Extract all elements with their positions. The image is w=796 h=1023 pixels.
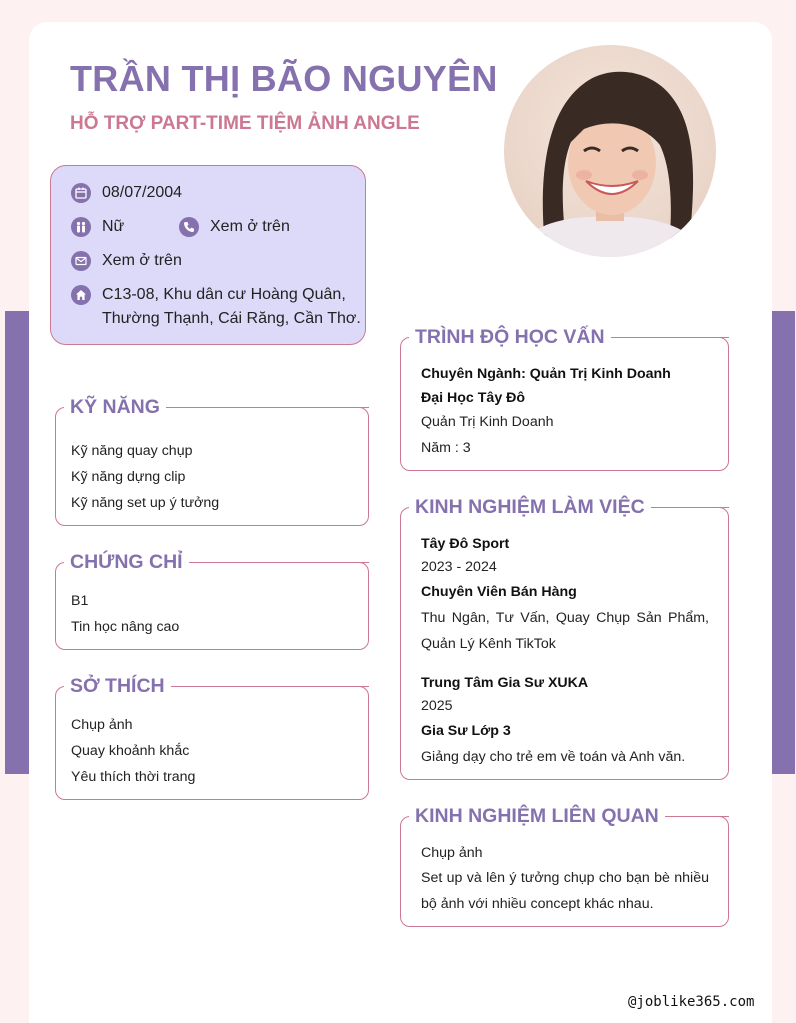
skill-item: Kỹ năng quay chụp bbox=[71, 443, 193, 459]
calendar-icon bbox=[71, 183, 91, 203]
candidate-name: TRẦN THỊ BÃO NGUYÊN bbox=[70, 58, 498, 99]
certificate-item: Tin học nâng cao bbox=[71, 619, 180, 635]
home-icon bbox=[71, 285, 91, 305]
education-title-wrap bbox=[409, 325, 611, 349]
job-company: Tây Đô Sport bbox=[421, 536, 510, 552]
education-year: Năm : 3 bbox=[421, 440, 471, 456]
job-period: 2023 - 2024 bbox=[421, 559, 497, 575]
job-company: Trung Tâm Gia Sư XUKA bbox=[421, 675, 589, 691]
hobbies-header-line bbox=[176, 686, 369, 687]
skill-item: Kỹ năng dựng clip bbox=[71, 469, 186, 485]
gender-value: Nữ bbox=[102, 218, 125, 235]
hobby-item: Yêu thích thời trang bbox=[71, 769, 196, 785]
contact-phone bbox=[179, 215, 290, 239]
candidate-role: HỖ TRỢ PART-TIME TIỆM ẢNH ANGLE bbox=[70, 113, 420, 134]
education-header-line bbox=[612, 337, 729, 338]
phone-value: Xem ở trên bbox=[210, 218, 290, 235]
mail-icon bbox=[71, 251, 91, 271]
address-line-2: Thường Thạnh, Cái Răng, Cần Thơ. bbox=[102, 310, 361, 327]
job-position: Gia Sư Lớp 3 bbox=[421, 723, 511, 739]
birthday-value: 08/07/2004 bbox=[102, 184, 183, 201]
job-description-line: Thu Ngân, Tư Vấn, Quay Chụp Sản Phẩm, bbox=[421, 610, 709, 626]
related-header-line bbox=[665, 816, 729, 817]
contact-email bbox=[71, 249, 182, 273]
job-description-line: Quản Lý Kênh TikTok bbox=[421, 636, 556, 652]
job-position: Chuyên Viên Bán Hàng bbox=[421, 584, 577, 600]
experience-title: KINH NGHIỆM LÀM VIỆC bbox=[409, 496, 651, 519]
watermark: @joblike365.com bbox=[628, 994, 755, 1010]
education-title: TRÌNH ĐỘ HỌC VẤN bbox=[409, 326, 611, 349]
gender-icon bbox=[71, 217, 91, 237]
related-title-wrap bbox=[409, 804, 665, 828]
related-item: Chụp ảnh bbox=[421, 845, 483, 861]
certificate-item: B1 bbox=[71, 593, 89, 609]
email-value: Xem ở trên bbox=[102, 252, 182, 269]
certificates-title-wrap bbox=[64, 550, 189, 574]
certificates-box bbox=[55, 562, 369, 650]
experience-header-line bbox=[652, 507, 729, 508]
certificates-title: CHỨNG CHỈ bbox=[64, 551, 189, 574]
profile-photo bbox=[504, 45, 716, 257]
skill-item: Kỹ năng set up ý tưởng bbox=[71, 495, 220, 511]
contact-address bbox=[71, 283, 361, 331]
job-period: 2025 bbox=[421, 698, 453, 714]
certificates-header-line bbox=[192, 562, 369, 563]
related-title: KINH NGHIỆM LIÊN QUAN bbox=[409, 805, 665, 828]
education-major: Chuyên Ngành: Quản Trị Kinh Doanh bbox=[421, 366, 671, 382]
job-description-line: Giảng dạy cho trẻ em về toán và Anh văn. bbox=[421, 749, 686, 765]
education-school: Đại Học Tây Đô bbox=[421, 390, 526, 406]
education-field: Quản Trị Kinh Doanh bbox=[421, 414, 554, 430]
skills-header-line bbox=[172, 407, 369, 408]
hobbies-title-wrap bbox=[64, 674, 171, 698]
skills-title-wrap bbox=[64, 395, 166, 419]
contact-gender bbox=[71, 215, 124, 239]
phone-icon bbox=[179, 217, 199, 237]
contact-info-box bbox=[50, 165, 366, 345]
left-accent-band bbox=[5, 311, 29, 774]
contact-birthday bbox=[71, 181, 182, 205]
right-accent-band bbox=[772, 311, 795, 774]
experience-title-wrap bbox=[409, 495, 651, 519]
hobby-item: Quay khoảnh khắc bbox=[71, 743, 190, 759]
hobbies-title: SỞ THÍCH bbox=[64, 675, 171, 698]
hobby-item: Chụp ảnh bbox=[71, 717, 133, 733]
skills-title: KỸ NĂNG bbox=[64, 396, 166, 419]
related-item-line: bộ ảnh với nhiều concept khác nhau. bbox=[421, 896, 654, 912]
address-line-1: C13-08, Khu dân cư Hoàng Quân, bbox=[102, 286, 346, 303]
related-item-line: Set up và lên ý tưởng chụp cho bạn bè nhiều bbox=[421, 870, 709, 886]
